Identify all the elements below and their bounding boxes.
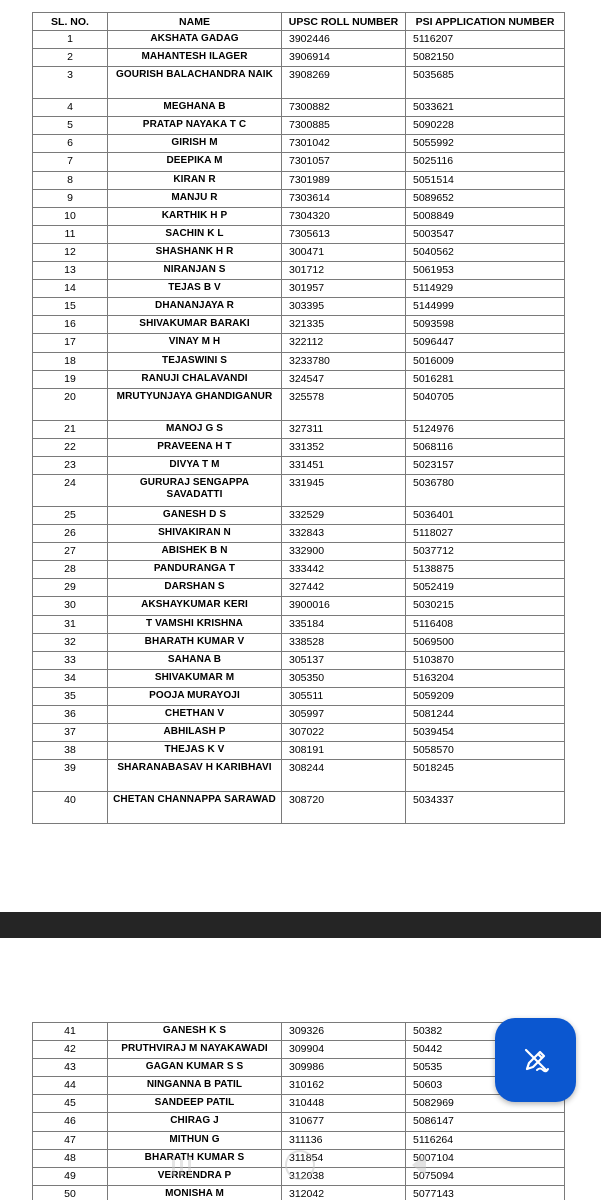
edit-fab-button[interactable] (495, 1018, 576, 1102)
row-sl-no: 43 (33, 1059, 108, 1077)
row-psi-application: 5116408 (406, 615, 565, 633)
row-name: GOURISH BALACHANDRA NAIK (108, 67, 282, 99)
row-sl-no: 47 (33, 1131, 108, 1149)
row-sl-no: 9 (33, 189, 108, 207)
table-row (33, 316, 565, 334)
row-sl-no: 26 (33, 525, 108, 543)
row-name: SHIVAKUMAR BARAKI (108, 316, 282, 334)
row-psi-application: 5007104 (406, 1149, 565, 1167)
row-psi-application: 5090228 (406, 117, 565, 135)
row-upsc-roll: 3902446 (282, 31, 406, 49)
table-row (33, 420, 565, 438)
table-row (33, 352, 565, 370)
row-name: MANJU R (108, 189, 282, 207)
table-row (33, 474, 565, 506)
row-upsc-roll: 7305613 (282, 225, 406, 243)
row-upsc-roll: 338528 (282, 633, 406, 651)
row-psi-application: 5008849 (406, 207, 565, 225)
row-upsc-roll: 3906914 (282, 49, 406, 67)
row-psi-application: 5003547 (406, 225, 565, 243)
row-psi-application: 5093598 (406, 316, 565, 334)
table-row (33, 506, 565, 524)
row-name: MAHANTESH ILAGER (108, 49, 282, 67)
row-name: GANESH K S (108, 1023, 282, 1041)
row-psi-application: 5052419 (406, 579, 565, 597)
row-psi-application: 5035685 (406, 67, 565, 99)
row-psi-application: 5089652 (406, 189, 565, 207)
row-upsc-roll: 311854 (282, 1149, 406, 1167)
row-sl-no: 6 (33, 135, 108, 153)
table-row (33, 153, 565, 171)
row-sl-no: 38 (33, 742, 108, 760)
row-sl-no: 46 (33, 1113, 108, 1131)
row-sl-no: 48 (33, 1149, 108, 1167)
row-sl-no: 24 (33, 474, 108, 506)
row-upsc-roll: 333442 (282, 561, 406, 579)
row-upsc-roll: 312038 (282, 1167, 406, 1185)
row-sl-no: 40 (33, 792, 108, 824)
row-psi-application: 5025116 (406, 153, 565, 171)
table-row (33, 298, 565, 316)
table-row (33, 687, 565, 705)
row-name: PANDURANGA T (108, 561, 282, 579)
table-row (33, 792, 565, 824)
header-upsc-roll: UPSC ROLL NUMBER (282, 13, 406, 31)
row-psi-application: 5033621 (406, 99, 565, 117)
row-psi-application: 5030215 (406, 597, 565, 615)
table-row (33, 561, 565, 579)
table-row (33, 438, 565, 456)
row-psi-application: 50382 (406, 1023, 565, 1041)
row-upsc-roll: 7301042 (282, 135, 406, 153)
row-upsc-roll: 335184 (282, 615, 406, 633)
row-sl-no: 22 (33, 438, 108, 456)
table-row (33, 1041, 565, 1059)
row-sl-no: 42 (33, 1041, 108, 1059)
table-row (33, 724, 565, 742)
row-sl-no: 11 (33, 225, 108, 243)
row-sl-no: 30 (33, 597, 108, 615)
row-name: SHARANABASAV H KARIBHAVI (108, 760, 282, 792)
row-psi-application: 5023157 (406, 456, 565, 474)
row-upsc-roll: 331945 (282, 474, 406, 506)
row-name: GURURAJ SENGAPPA SAVADATTI (108, 474, 282, 506)
row-sl-no: 13 (33, 262, 108, 280)
header-name: NAME (108, 13, 282, 31)
row-name: POOJA MURAYOJI (108, 687, 282, 705)
row-sl-no: 12 (33, 243, 108, 261)
row-sl-no: 41 (33, 1023, 108, 1041)
row-sl-no: 50 (33, 1185, 108, 1200)
table-row (33, 117, 565, 135)
row-name: PRUTHVIRAJ M NAYAKAWADI (108, 1041, 282, 1059)
row-sl-no: 4 (33, 99, 108, 117)
row-name: CHIRAG J (108, 1113, 282, 1131)
row-psi-application: 5103870 (406, 651, 565, 669)
row-upsc-roll: 310162 (282, 1077, 406, 1095)
row-psi-application: 5163204 (406, 669, 565, 687)
table-row (33, 1113, 565, 1131)
row-name: GIRISH M (108, 135, 282, 153)
row-sl-no: 16 (33, 316, 108, 334)
row-upsc-roll: 7300885 (282, 117, 406, 135)
table-row (33, 669, 565, 687)
row-psi-application: 5086147 (406, 1113, 565, 1131)
table-row (33, 456, 565, 474)
row-upsc-roll: 7301057 (282, 153, 406, 171)
table-row (33, 1077, 565, 1095)
row-name: GAGAN KUMAR S S (108, 1059, 282, 1077)
row-psi-application: 5059209 (406, 687, 565, 705)
row-psi-application: 5016009 (406, 352, 565, 370)
table-row (33, 388, 565, 420)
row-name: TEJAS B V (108, 280, 282, 298)
row-name: DHANANJAYA R (108, 298, 282, 316)
row-psi-application: 5114929 (406, 280, 565, 298)
row-name: PRAVEENA H T (108, 438, 282, 456)
row-psi-application: 5036401 (406, 506, 565, 524)
row-sl-no: 44 (33, 1077, 108, 1095)
row-name: THEJAS K V (108, 742, 282, 760)
row-name: VERRENDRA P (108, 1167, 282, 1185)
row-upsc-roll: 309904 (282, 1041, 406, 1059)
table-row (33, 1149, 565, 1167)
row-sl-no: 28 (33, 561, 108, 579)
header-sl-no: SL. NO. (33, 13, 108, 31)
row-upsc-roll: 331352 (282, 438, 406, 456)
candidate-table-page-1 (32, 12, 565, 824)
row-name: MITHUN G (108, 1131, 282, 1149)
row-sl-no: 33 (33, 651, 108, 669)
row-name: NINGANNA B PATIL (108, 1077, 282, 1095)
row-sl-no: 1 (33, 31, 108, 49)
row-upsc-roll: 301712 (282, 262, 406, 280)
header-psi-application: PSI APPLICATION NUMBER (406, 13, 565, 31)
row-psi-application: 5058570 (406, 742, 565, 760)
row-sl-no: 32 (33, 633, 108, 651)
row-name: SHIVAKUMAR M (108, 669, 282, 687)
row-sl-no: 39 (33, 760, 108, 792)
row-sl-no: 29 (33, 579, 108, 597)
row-name: SHASHANK H R (108, 243, 282, 261)
row-upsc-roll: 308720 (282, 792, 406, 824)
table-row (33, 543, 565, 561)
table-row (33, 99, 565, 117)
row-sl-no: 14 (33, 280, 108, 298)
table-row (33, 207, 565, 225)
table-row (33, 1095, 565, 1113)
table-row (33, 615, 565, 633)
row-psi-application: 5077143 (406, 1185, 565, 1200)
table-row (33, 1059, 565, 1077)
table-row (33, 49, 565, 67)
row-upsc-roll: 3908269 (282, 67, 406, 99)
row-sl-no: 27 (33, 543, 108, 561)
row-upsc-roll: 305997 (282, 706, 406, 724)
table-row (33, 760, 565, 792)
row-upsc-roll: 325578 (282, 388, 406, 420)
table-row (33, 1185, 565, 1200)
row-psi-application: 50535 (406, 1059, 565, 1077)
row-psi-application: 5082150 (406, 49, 565, 67)
row-sl-no: 19 (33, 370, 108, 388)
row-name: SAHANA B (108, 651, 282, 669)
row-name: SACHIN K L (108, 225, 282, 243)
row-name: PRATAP NAYAKA T C (108, 117, 282, 135)
table-row (33, 1023, 565, 1041)
table-row (33, 189, 565, 207)
row-upsc-roll: 7304320 (282, 207, 406, 225)
row-sl-no: 37 (33, 724, 108, 742)
row-sl-no: 34 (33, 669, 108, 687)
row-name: MRUTYUNJAYA GHANDIGANUR (108, 388, 282, 420)
row-psi-application: 5138875 (406, 561, 565, 579)
row-name: KARTHIK H P (108, 207, 282, 225)
row-name: TEJASWINI S (108, 352, 282, 370)
row-sl-no: 8 (33, 171, 108, 189)
row-name: GANESH D S (108, 506, 282, 524)
row-psi-application: 5039454 (406, 724, 565, 742)
table-row (33, 31, 565, 49)
row-upsc-roll: 324547 (282, 370, 406, 388)
table-row (33, 334, 565, 352)
row-upsc-roll: 332529 (282, 506, 406, 524)
row-sl-no: 23 (33, 456, 108, 474)
row-psi-application: 50603 (406, 1077, 565, 1095)
row-upsc-roll: 3233780 (282, 352, 406, 370)
table-row (33, 742, 565, 760)
table-row (33, 171, 565, 189)
table-row (33, 579, 565, 597)
table-row (33, 225, 565, 243)
row-psi-application: 5082969 (406, 1095, 565, 1113)
row-name: DEEPIKA M (108, 153, 282, 171)
table-row (33, 651, 565, 669)
row-name: ABISHEK B N (108, 543, 282, 561)
row-sl-no: 10 (33, 207, 108, 225)
row-upsc-roll: 300471 (282, 243, 406, 261)
row-upsc-roll: 307022 (282, 724, 406, 742)
candidate-table-page-2 (32, 1022, 565, 1200)
row-psi-application: 5118027 (406, 525, 565, 543)
row-name: AKSHATA GADAG (108, 31, 282, 49)
row-sl-no: 20 (33, 388, 108, 420)
table-row (33, 633, 565, 651)
row-psi-application: 5061953 (406, 262, 565, 280)
row-upsc-roll: 321335 (282, 316, 406, 334)
table-row (33, 597, 565, 615)
row-name: AKSHAYKUMAR KERI (108, 597, 282, 615)
row-psi-application: 5124976 (406, 420, 565, 438)
row-name: NIRANJAN S (108, 262, 282, 280)
row-name: KIRAN R (108, 171, 282, 189)
row-upsc-roll: 301957 (282, 280, 406, 298)
row-name: SHIVAKIRAN N (108, 525, 282, 543)
row-name: MANOJ G S (108, 420, 282, 438)
edit-pencil-icon (521, 1045, 551, 1075)
row-upsc-roll: 310677 (282, 1113, 406, 1131)
row-upsc-roll: 309326 (282, 1023, 406, 1041)
row-upsc-roll: 3900016 (282, 597, 406, 615)
row-upsc-roll: 332843 (282, 525, 406, 543)
row-name: BHARATH KUMAR V (108, 633, 282, 651)
row-name: CHETHAN V (108, 706, 282, 724)
row-psi-application: 5036780 (406, 474, 565, 506)
row-sl-no: 15 (33, 298, 108, 316)
row-sl-no: 2 (33, 49, 108, 67)
row-sl-no: 18 (33, 352, 108, 370)
row-name: DARSHAN S (108, 579, 282, 597)
row-sl-no: 5 (33, 117, 108, 135)
row-psi-application: 5040562 (406, 243, 565, 261)
row-name: CHETAN CHANNAPPA SARAWAD (108, 792, 282, 824)
row-upsc-roll: 305137 (282, 651, 406, 669)
row-name: T VAMSHI KRISHNA (108, 615, 282, 633)
row-psi-application: 5055992 (406, 135, 565, 153)
row-upsc-roll: 7301989 (282, 171, 406, 189)
table-row (33, 706, 565, 724)
row-name: ABHILASH P (108, 724, 282, 742)
row-psi-application: 5051514 (406, 171, 565, 189)
row-upsc-roll: 308191 (282, 742, 406, 760)
row-upsc-roll: 331451 (282, 456, 406, 474)
row-upsc-roll: 305511 (282, 687, 406, 705)
row-upsc-roll: 7303614 (282, 189, 406, 207)
row-upsc-roll: 303395 (282, 298, 406, 316)
row-sl-no: 45 (33, 1095, 108, 1113)
table-row (33, 280, 565, 298)
row-upsc-roll: 308244 (282, 760, 406, 792)
row-psi-application: 5096447 (406, 334, 565, 352)
row-upsc-roll: 7300882 (282, 99, 406, 117)
row-psi-application: 5034337 (406, 792, 565, 824)
row-sl-no: 17 (33, 334, 108, 352)
row-psi-application: 5018245 (406, 760, 565, 792)
table-row (33, 135, 565, 153)
row-psi-application: 50442 (406, 1041, 565, 1059)
row-upsc-roll: 309986 (282, 1059, 406, 1077)
row-psi-application: 5037712 (406, 543, 565, 561)
table-row (33, 262, 565, 280)
row-psi-application: 5116207 (406, 31, 565, 49)
row-name: RANUJI CHALAVANDI (108, 370, 282, 388)
row-psi-application: 5144999 (406, 298, 565, 316)
row-name: MONISHA M (108, 1185, 282, 1200)
row-sl-no: 25 (33, 506, 108, 524)
row-psi-application: 5016281 (406, 370, 565, 388)
row-upsc-roll: 322112 (282, 334, 406, 352)
row-upsc-roll: 332900 (282, 543, 406, 561)
table-header-row (33, 13, 565, 31)
row-psi-application: 5075094 (406, 1167, 565, 1185)
table-row (33, 370, 565, 388)
row-psi-application: 5081244 (406, 706, 565, 724)
row-upsc-roll: 327442 (282, 579, 406, 597)
row-psi-application: 5068116 (406, 438, 565, 456)
table-row (33, 243, 565, 261)
row-upsc-roll: 310448 (282, 1095, 406, 1113)
table-row (33, 1131, 565, 1149)
row-sl-no: 36 (33, 706, 108, 724)
row-sl-no: 35 (33, 687, 108, 705)
row-name: BHARATH KUMAR S (108, 1149, 282, 1167)
row-psi-application: 5069500 (406, 633, 565, 651)
page-divider (0, 912, 601, 938)
row-upsc-roll: 305350 (282, 669, 406, 687)
row-upsc-roll: 327311 (282, 420, 406, 438)
table-row (33, 525, 565, 543)
row-psi-application: 5040705 (406, 388, 565, 420)
row-name: DIVYA T M (108, 456, 282, 474)
row-upsc-roll: 312042 (282, 1185, 406, 1200)
row-name: SANDEEP PATIL (108, 1095, 282, 1113)
table-row (33, 1167, 565, 1185)
row-name: MEGHANA B (108, 99, 282, 117)
row-sl-no: 49 (33, 1167, 108, 1185)
row-sl-no: 31 (33, 615, 108, 633)
row-name: VINAY M H (108, 334, 282, 352)
row-sl-no: 21 (33, 420, 108, 438)
table-row (33, 67, 565, 99)
row-sl-no: 7 (33, 153, 108, 171)
row-upsc-roll: 311136 (282, 1131, 406, 1149)
row-psi-application: 5116264 (406, 1131, 565, 1149)
row-sl-no: 3 (33, 67, 108, 99)
